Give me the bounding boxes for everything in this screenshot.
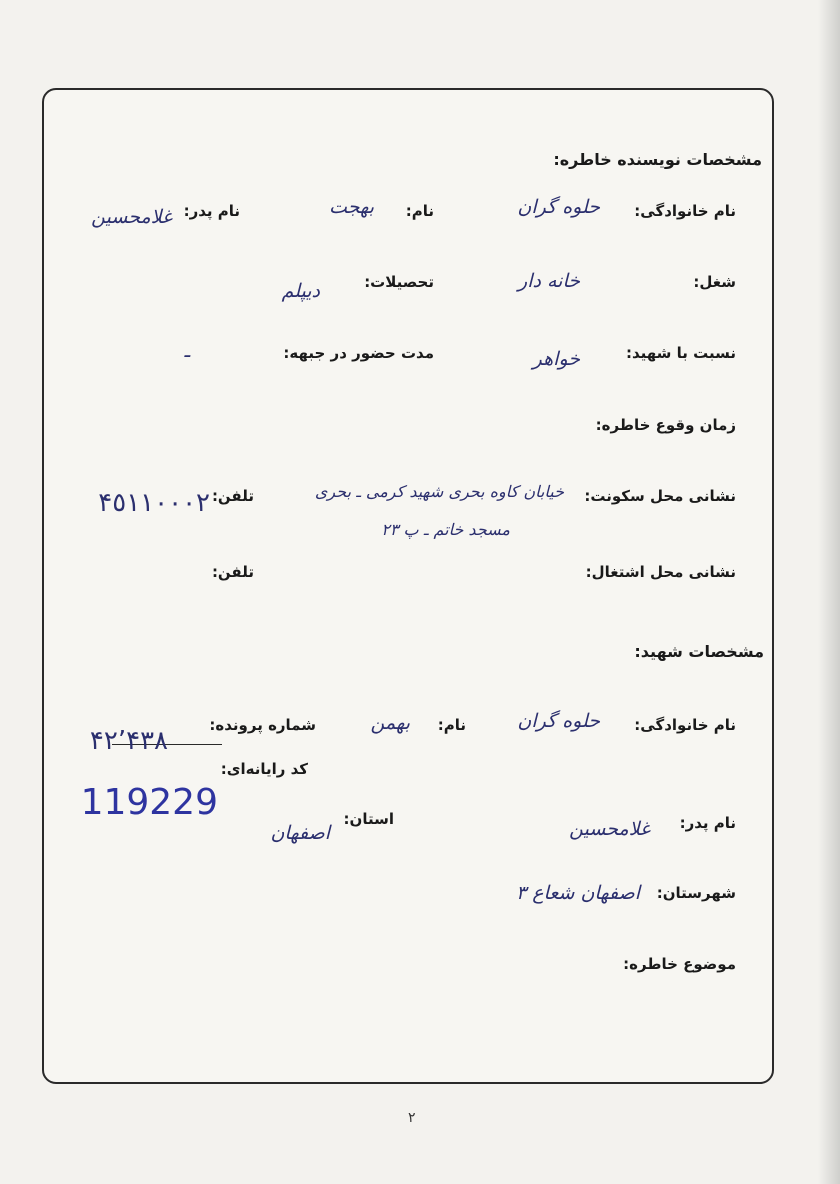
author-home-phone-label: تلفن: <box>211 487 254 505</box>
martyr-file-label: شماره پرونده: <box>209 716 316 734</box>
page-number: ۲ <box>408 1110 416 1126</box>
author-event-time-label: زمان وقوع خاطره: <box>595 416 736 434</box>
martyr-file-value: ۴۲٬۴۳۸ <box>89 726 168 756</box>
author-job-value: خانه دار <box>518 270 580 292</box>
author-father-label: نام پدر: <box>183 202 240 220</box>
martyr-father-value: غلامحسین <box>569 818 650 840</box>
author-name-label: نام: <box>405 202 434 220</box>
author-education-label: تحصیلات: <box>364 273 434 291</box>
author-job-label: شغل: <box>693 273 736 291</box>
author-relation-label: نسبت با شهید: <box>625 344 736 362</box>
author-home-phone-value: ۴٥١١٠٠٠٢ <box>98 488 210 518</box>
martyr-topic-label: موضوع خاطره: <box>623 955 736 973</box>
author-family-value: حلوه گران <box>517 196 600 218</box>
martyr-code-label: کد رایانه‌ای: <box>220 760 308 778</box>
author-family-label: نام خانوادگی: <box>634 202 736 220</box>
martyr-code-value: 119229 <box>80 782 218 823</box>
page-edge-shadow <box>818 0 840 1184</box>
author-name-value: بهجت <box>329 196 374 218</box>
martyr-name-label: نام: <box>437 716 466 734</box>
martyr-city-value: اصفهان شعاع ۳ <box>515 882 640 904</box>
author-education-value: دیپلم <box>281 280 320 302</box>
martyr-province-value: اصفهان <box>270 822 330 844</box>
author-work-address-label: نشانی محل اشتغال: <box>585 563 736 581</box>
martyr-city-label: شهرستان: <box>656 884 736 902</box>
author-duration-label: مدت حضور در جبهه: <box>283 344 434 362</box>
author-home-address-value-line2: مسجد خاتم ـ پ ۲۳ <box>381 520 510 539</box>
author-duration-value: ـ <box>184 340 190 362</box>
memoir-form <box>42 88 774 1084</box>
author-home-address-value: خیابان کاوه بحری شهید کرمی ـ بحری <box>314 482 564 501</box>
author-work-phone-label: تلفن: <box>211 563 254 581</box>
author-relation-value: خواهر <box>532 348 580 370</box>
martyr-province-label: استان: <box>343 810 394 828</box>
martyr-heading: مشخصات شهید: <box>634 642 764 661</box>
author-father-value: غلامحسین <box>91 206 172 228</box>
martyr-name-value: بهمن <box>370 712 410 734</box>
author-heading: مشخصات نویسنده خاطره: <box>553 150 762 169</box>
author-home-address-label: نشانی محل سکونت: <box>584 487 736 505</box>
martyr-family-value: حلوه گران <box>517 710 600 732</box>
martyr-family-label: نام خانوادگی: <box>634 716 736 734</box>
martyr-father-label: نام پدر: <box>679 814 736 832</box>
